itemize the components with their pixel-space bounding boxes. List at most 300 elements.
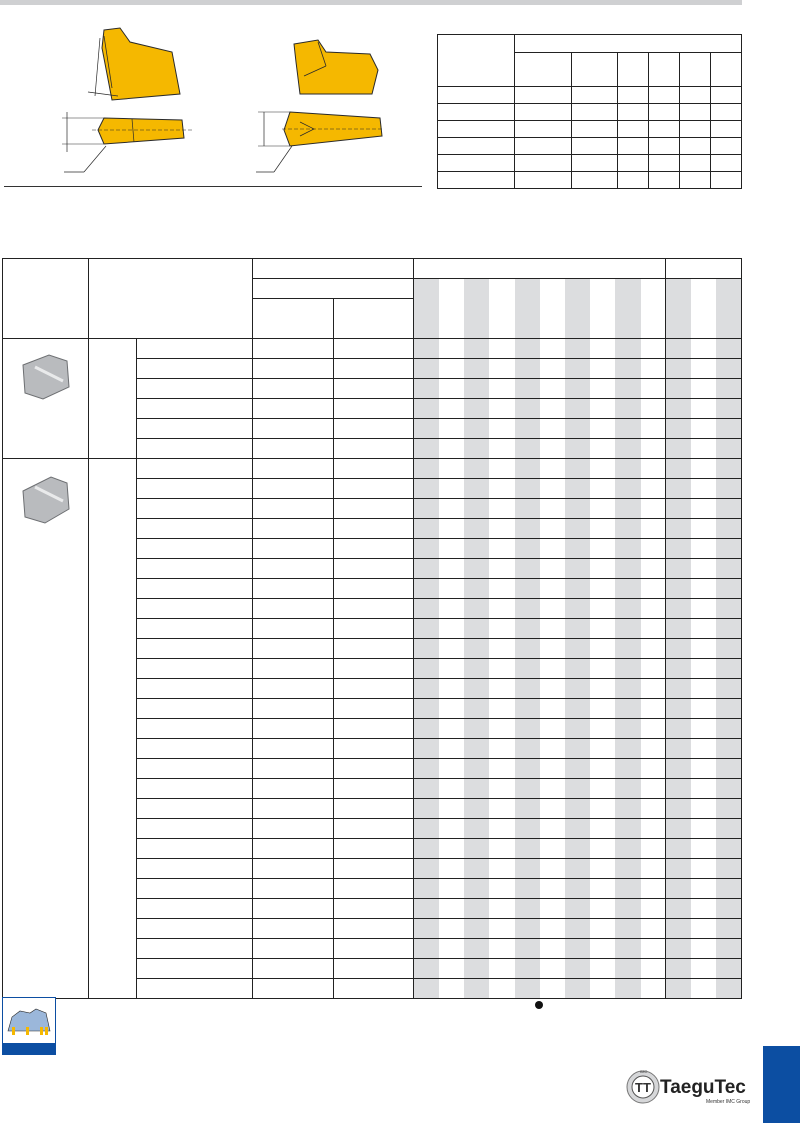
- grade-cell: [641, 819, 666, 839]
- grade-cell: [515, 439, 540, 459]
- grade-cell: [615, 819, 640, 839]
- grade-cell: [464, 959, 489, 979]
- table-cell: [137, 419, 253, 439]
- grade-cell: [565, 759, 590, 779]
- table-cell: [137, 939, 253, 959]
- table-cell: [137, 719, 253, 739]
- grade-cell: [590, 799, 615, 819]
- grade-cell: [565, 979, 590, 999]
- grade-cell: [590, 659, 615, 679]
- grade-cell: [515, 539, 540, 559]
- grade-cell: [590, 959, 615, 979]
- grade-cell: [439, 599, 464, 619]
- spec-row: [438, 87, 742, 104]
- grade-cell: [691, 679, 716, 699]
- grade-cell: [691, 959, 716, 979]
- table-cell: [137, 439, 253, 459]
- header-cell: [489, 279, 514, 339]
- grade-cell: [540, 919, 565, 939]
- grade-cell: [590, 439, 615, 459]
- grade-cell: [641, 939, 666, 959]
- grade-cell: [464, 739, 489, 759]
- grade-cell: [565, 419, 590, 439]
- grade-cell: [666, 339, 691, 359]
- grade-cell: [439, 499, 464, 519]
- grade-cell: [489, 339, 514, 359]
- grade-cell: [565, 919, 590, 939]
- grade-cell: [464, 459, 489, 479]
- grade-cell: [590, 559, 615, 579]
- grade-cell: [691, 579, 716, 599]
- top-bar: [0, 0, 742, 5]
- spec-cell: [711, 138, 742, 155]
- grade-cell: [641, 379, 666, 399]
- grade-cell: [666, 579, 691, 599]
- table-cell: [253, 639, 334, 659]
- grade-cell: [615, 679, 640, 699]
- grade-cell: [414, 979, 439, 999]
- grade-cell: [565, 699, 590, 719]
- grade-cell: [590, 619, 615, 639]
- grade-cell: [439, 559, 464, 579]
- header-cell: [3, 259, 89, 339]
- grade-cell: [464, 939, 489, 959]
- grade-cell: [489, 619, 514, 639]
- table-cell: [333, 499, 414, 519]
- grade-cell: [666, 759, 691, 779]
- grade-cell: [565, 519, 590, 539]
- grade-cell: [590, 679, 615, 699]
- grade-cell: [590, 359, 615, 379]
- grade-cell: [641, 779, 666, 799]
- grade-cell: [716, 839, 741, 859]
- grade-cell: [439, 359, 464, 379]
- grade-cell: [540, 439, 565, 459]
- insert-top-view-right: [256, 112, 384, 172]
- grade-cell: [666, 359, 691, 379]
- grade-cell: [716, 899, 741, 919]
- grade-cell: [439, 579, 464, 599]
- grade-cell: [515, 479, 540, 499]
- grade-cell: [716, 419, 741, 439]
- grade-cell: [414, 519, 439, 539]
- grade-cell: [565, 799, 590, 819]
- grade-cell: [716, 679, 741, 699]
- table-cell: [137, 739, 253, 759]
- grade-cell: [716, 359, 741, 379]
- grade-cell: [666, 419, 691, 439]
- grade-cell: [515, 559, 540, 579]
- grade-cell: [691, 799, 716, 819]
- spec-cell: [438, 121, 515, 138]
- table-cell: [333, 439, 414, 459]
- grade-cell: [515, 639, 540, 659]
- table-cell: [137, 859, 253, 879]
- grade-cell: [439, 539, 464, 559]
- grade-cell: [691, 459, 716, 479]
- grade-cell: [691, 519, 716, 539]
- grade-cell: [540, 639, 565, 659]
- table-row: [3, 459, 742, 479]
- table-cell: [253, 379, 334, 399]
- spec-cell: [571, 172, 618, 189]
- grade-cell: [716, 759, 741, 779]
- table-cell: [333, 899, 414, 919]
- grade-cell: [439, 959, 464, 979]
- grade-cell: [590, 579, 615, 599]
- grade-cell: [414, 899, 439, 919]
- grade-cell: [615, 479, 640, 499]
- grade-cell: [691, 559, 716, 579]
- spec-cell: [438, 104, 515, 121]
- table-cell: [137, 399, 253, 419]
- grade-cell: [641, 859, 666, 879]
- grade-cell: [716, 599, 741, 619]
- table-cell: [333, 699, 414, 719]
- grade-cell: [691, 659, 716, 679]
- spec-cell: [680, 155, 711, 172]
- grade-cell: [464, 499, 489, 519]
- grade-cell: [489, 979, 514, 999]
- spec-cell: [618, 121, 649, 138]
- grade-cell: [666, 699, 691, 719]
- grade-cell: [590, 699, 615, 719]
- grade-cell: [489, 419, 514, 439]
- grade-cell: [439, 919, 464, 939]
- grade-cell: [691, 359, 716, 379]
- grade-cell: [615, 959, 640, 979]
- grade-cell: [565, 399, 590, 419]
- grade-cell: [641, 599, 666, 619]
- spec-cell: [649, 121, 680, 138]
- grade-cell: [615, 339, 640, 359]
- grade-cell: [414, 499, 439, 519]
- grade-cell: [666, 979, 691, 999]
- grade-cell: [414, 679, 439, 699]
- table-cell: [333, 859, 414, 879]
- grade-cell: [414, 419, 439, 439]
- grade-cell: [641, 979, 666, 999]
- grade-cell: [414, 859, 439, 879]
- grade-cell: [464, 599, 489, 619]
- brand-name: TaeguTec: [660, 1077, 746, 1098]
- grade-cell: [540, 879, 565, 899]
- table-cell: [253, 779, 334, 799]
- grade-cell: [615, 919, 640, 939]
- grade-cell: [464, 379, 489, 399]
- grade-cell: [641, 959, 666, 979]
- brand-badge: IMC: [640, 1069, 648, 1074]
- grade-cell: [641, 419, 666, 439]
- grade-cell: [615, 399, 640, 419]
- table-cell: [253, 359, 334, 379]
- table-row: [3, 339, 742, 359]
- grade-cell: [641, 919, 666, 939]
- grade-cell: [615, 599, 640, 619]
- grade-cell: [515, 759, 540, 779]
- grade-cell: [565, 599, 590, 619]
- grade-cell: [641, 519, 666, 539]
- grade-cell: [615, 779, 640, 799]
- table-cell: [253, 739, 334, 759]
- grade-cell: [414, 579, 439, 599]
- svg-text:TT: TT: [635, 1080, 651, 1095]
- grade-cell: [666, 799, 691, 819]
- grade-cell: [540, 799, 565, 819]
- grade-cell: [515, 819, 540, 839]
- grade-cell: [515, 719, 540, 739]
- grade-cell: [666, 779, 691, 799]
- table-cell: [333, 579, 414, 599]
- grade-cell: [489, 579, 514, 599]
- grade-cell: [540, 459, 565, 479]
- header-cell: [253, 279, 414, 299]
- table-cell: [137, 559, 253, 579]
- grade-cell: [439, 799, 464, 819]
- grade-cell: [565, 479, 590, 499]
- grade-cell: [414, 339, 439, 359]
- grade-cell: [464, 539, 489, 559]
- table-cell: [253, 959, 334, 979]
- grade-cell: [439, 939, 464, 959]
- insert-photo-icon: [15, 347, 75, 409]
- grade-cell: [515, 739, 540, 759]
- table-cell: [253, 879, 334, 899]
- grade-cell: [565, 959, 590, 979]
- table-cell: [137, 839, 253, 859]
- grade-cell: [590, 899, 615, 919]
- grade-cell: [590, 499, 615, 519]
- grade-cell: [641, 799, 666, 819]
- header-cell: [590, 279, 615, 339]
- grade-cell: [666, 559, 691, 579]
- grade-cell: [565, 859, 590, 879]
- table-cell: [333, 679, 414, 699]
- grade-cell: [540, 499, 565, 519]
- grade-cell: [489, 539, 514, 559]
- header-cell: [540, 279, 565, 339]
- grade-cell: [540, 479, 565, 499]
- grade-cell: [565, 619, 590, 639]
- spec-cell: [514, 104, 571, 121]
- grade-cell: [641, 899, 666, 919]
- grade-cell: [691, 499, 716, 519]
- grade-cell: [590, 719, 615, 739]
- grade-cell: [691, 859, 716, 879]
- spec-cell: [571, 138, 618, 155]
- header-cell: [641, 279, 666, 339]
- grade-cell: [489, 719, 514, 739]
- grade-cell: [666, 399, 691, 419]
- spec-cell: [680, 121, 711, 138]
- grade-cell: [565, 719, 590, 739]
- header-cell: [253, 299, 334, 339]
- grade-cell: [641, 839, 666, 859]
- grade-cell: [515, 879, 540, 899]
- insert-photo-icon: [15, 467, 75, 529]
- header-cell: [439, 279, 464, 339]
- grade-cell: [590, 779, 615, 799]
- grade-cell: [414, 719, 439, 739]
- grade-cell: [615, 559, 640, 579]
- table-cell: [333, 599, 414, 619]
- grade-cell: [615, 899, 640, 919]
- grade-cell: [489, 739, 514, 759]
- spec-header-cell: [438, 35, 515, 87]
- spec-header-cell: [514, 35, 741, 53]
- table-cell: [253, 919, 334, 939]
- grade-cell: [489, 779, 514, 799]
- grade-cell: [565, 559, 590, 579]
- grade-cell: [641, 719, 666, 739]
- header-cell: [666, 279, 691, 339]
- grade-cell: [691, 619, 716, 639]
- spec-cell: [649, 104, 680, 121]
- insert-side-view-right: [294, 40, 378, 94]
- table-cell: [253, 539, 334, 559]
- table-cell: [253, 799, 334, 819]
- grade-cell: [716, 559, 741, 579]
- grade-cell: [439, 519, 464, 539]
- table-cell: [333, 919, 414, 939]
- grade-cell: [666, 859, 691, 879]
- brand-tagline: Member IMC Group: [706, 1099, 751, 1105]
- grade-cell: [666, 479, 691, 499]
- spec-cell: [438, 138, 515, 155]
- grade-cell: [641, 439, 666, 459]
- grade-cell: [414, 799, 439, 819]
- spec-header-cell: [571, 53, 618, 87]
- table-cell: [333, 959, 414, 979]
- grade-cell: [590, 939, 615, 959]
- spec-row: [438, 172, 742, 189]
- grade-cell: [439, 779, 464, 799]
- table-cell: [253, 339, 334, 359]
- table-cell: [333, 719, 414, 739]
- grade-cell: [716, 659, 741, 679]
- grade-cell: [464, 839, 489, 859]
- grade-cell: [590, 399, 615, 419]
- grade-cell: [590, 759, 615, 779]
- grade-cell: [464, 679, 489, 699]
- grade-cell: [439, 899, 464, 919]
- grade-cell: [439, 479, 464, 499]
- grade-cell: [540, 739, 565, 759]
- grade-cell: [641, 559, 666, 579]
- grade-cell: [540, 379, 565, 399]
- grade-cell: [641, 359, 666, 379]
- spec-cell: [711, 121, 742, 138]
- spec-row: [438, 155, 742, 172]
- grade-cell: [464, 419, 489, 439]
- grade-cell: [691, 639, 716, 659]
- grade-cell: [439, 619, 464, 639]
- grade-cell: [666, 939, 691, 959]
- grade-cell: [716, 539, 741, 559]
- grade-cell: [641, 659, 666, 679]
- grade-cell: [691, 379, 716, 399]
- spec-cell: [514, 172, 571, 189]
- table-cell: [333, 459, 414, 479]
- grade-cell: [590, 379, 615, 399]
- grade-cell: [565, 459, 590, 479]
- grade-cell: [691, 939, 716, 959]
- grade-cell: [666, 679, 691, 699]
- grade-cell: [641, 479, 666, 499]
- header-cell: [666, 259, 742, 279]
- table-cell: [333, 519, 414, 539]
- grade-cell: [716, 919, 741, 939]
- grade-cell: [565, 899, 590, 919]
- grade-cell: [590, 879, 615, 899]
- grade-cell: [515, 359, 540, 379]
- grade-cell: [716, 579, 741, 599]
- grade-cell: [540, 959, 565, 979]
- grade-cell: [615, 499, 640, 519]
- insert-image-cell: [3, 459, 89, 999]
- grade-cell: [540, 939, 565, 959]
- grade-cell: [691, 439, 716, 459]
- grade-cell: [489, 519, 514, 539]
- grade-cell: [439, 699, 464, 719]
- table-cell: [333, 619, 414, 639]
- table-cell: [137, 459, 253, 479]
- table-cell: [137, 879, 253, 899]
- grade-cell: [590, 839, 615, 859]
- grade-cell: [615, 699, 640, 719]
- grade-cell: [489, 839, 514, 859]
- grade-cell: [666, 539, 691, 559]
- grade-cell: [515, 599, 540, 619]
- grade-cell: [439, 639, 464, 659]
- grade-cell: [590, 979, 615, 999]
- grade-cell: [414, 359, 439, 379]
- table-cell: [253, 619, 334, 639]
- table-cell: [333, 939, 414, 959]
- grade-cell: [439, 379, 464, 399]
- grade-cell: [666, 659, 691, 679]
- table-cell: [333, 879, 414, 899]
- grade-cell: [515, 859, 540, 879]
- grade-cell: [540, 819, 565, 839]
- header-cell: [464, 279, 489, 339]
- grade-cell: [590, 639, 615, 659]
- grade-cell: [641, 739, 666, 759]
- grade-cell: [439, 419, 464, 439]
- grade-cell: [464, 439, 489, 459]
- grade-cell: [540, 699, 565, 719]
- grade-cell: [716, 459, 741, 479]
- spec-cell: [618, 155, 649, 172]
- table-cell: [137, 579, 253, 599]
- spec-cell: [514, 155, 571, 172]
- table-cell: [137, 379, 253, 399]
- spec-header-cell: [680, 53, 711, 87]
- grade-cell: [716, 859, 741, 879]
- spec-header-cell: [618, 53, 649, 87]
- grade-cell: [565, 379, 590, 399]
- grade-cell: [439, 459, 464, 479]
- grade-cell: [691, 879, 716, 899]
- grade-cell: [439, 679, 464, 699]
- grade-cell: [615, 939, 640, 959]
- grade-cell: [641, 459, 666, 479]
- grade-cell: [439, 339, 464, 359]
- grade-cell: [666, 519, 691, 539]
- table-cell: [253, 839, 334, 859]
- grade-cell: [439, 879, 464, 899]
- grade-cell: [414, 599, 439, 619]
